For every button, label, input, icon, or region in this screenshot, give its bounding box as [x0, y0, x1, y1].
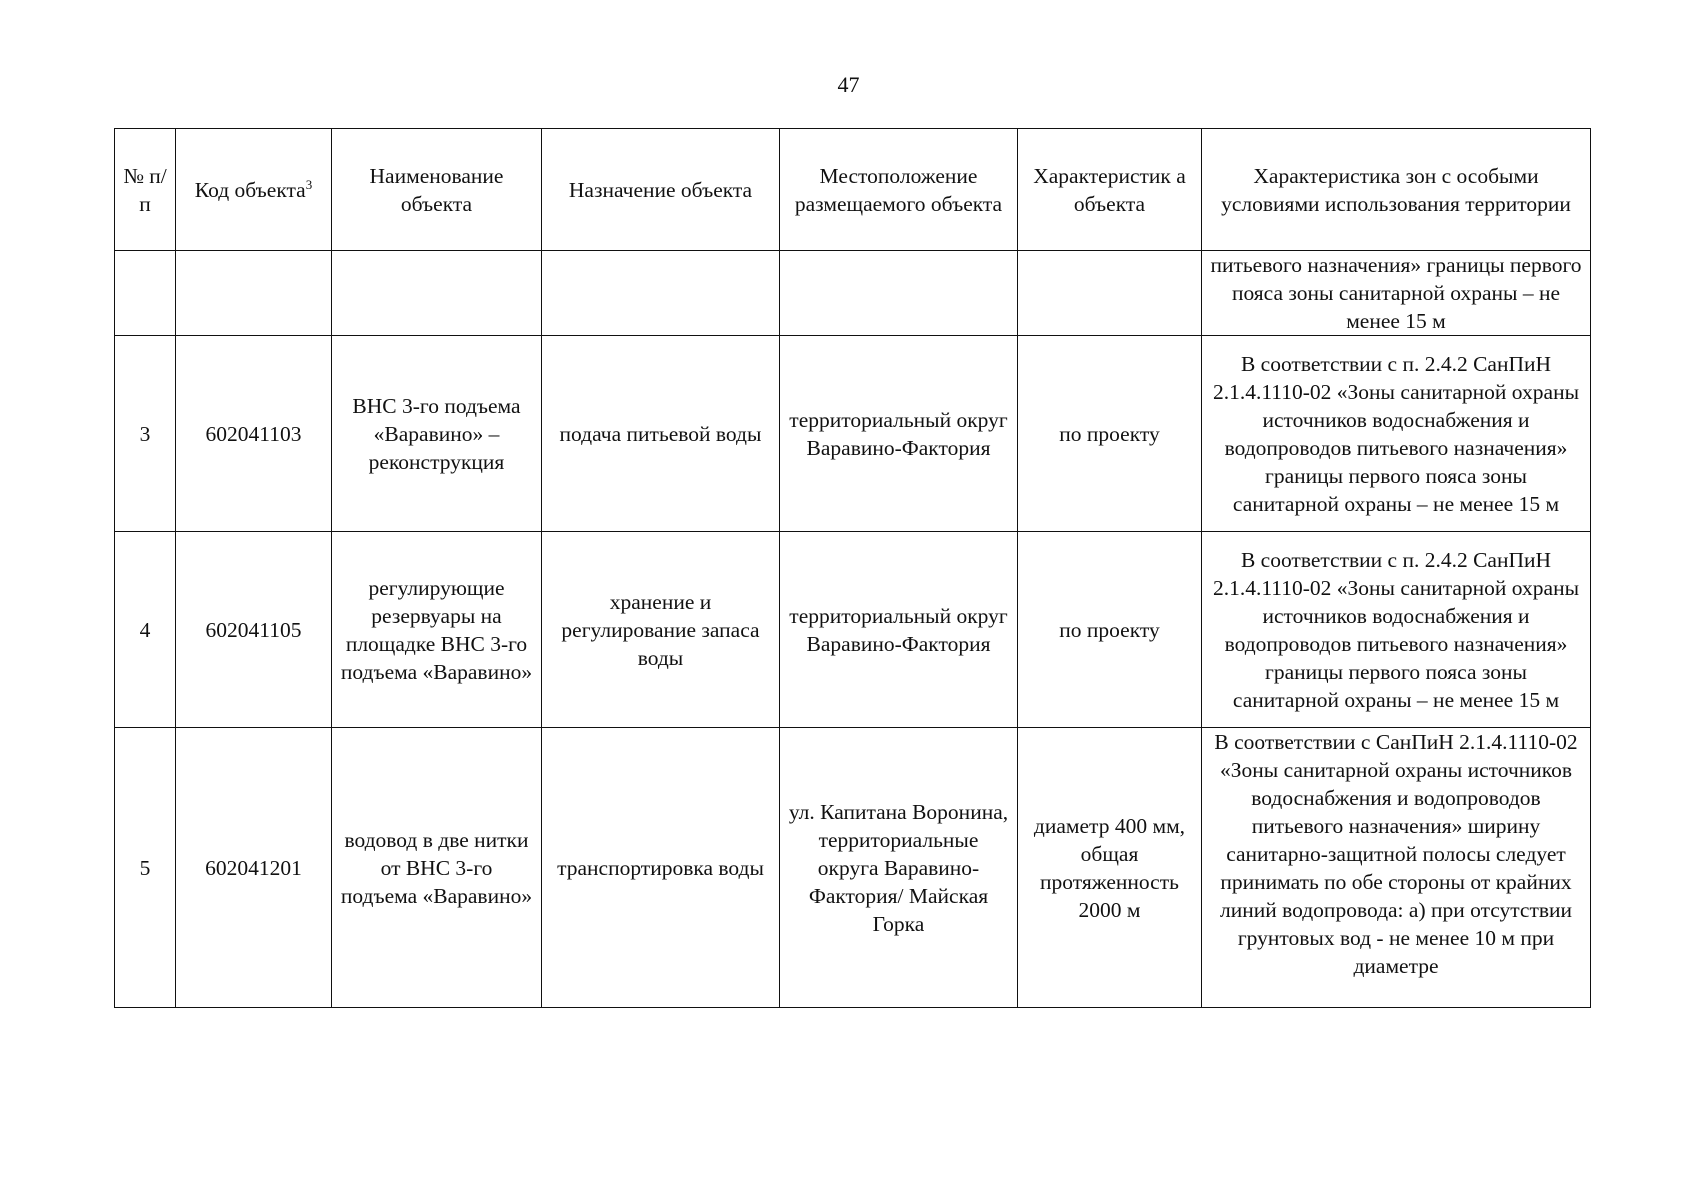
cell-code: 602041201: [176, 728, 332, 1008]
cell-num: 5: [115, 728, 176, 1008]
cell-zones: В соответствии с СанПиН 2.1.4.1110-02 «Зоны санитарной охраны источников водоснабжения и водопроводов питьевого назначения» ширину санитарно-защитной полосы следует принимать по обе стороны от крайних линий водопровода: а) при отсутствии грунтовых вод - не менее 10 м при диаметре: [1202, 728, 1591, 1008]
cell-zones: В соответствии с п. 2.4.2 СанПиН 2.1.4.1110-02 «Зоны санитарной охраны источников водоснабжения и водопроводов питьевого назначения» границы первого пояса зоны санитарной охраны – не менее 15 м: [1202, 336, 1591, 532]
cell-name: водовод в две нитки от ВНС 3-го подъема «Варавино»: [332, 728, 542, 1008]
cell-num: 3: [115, 336, 176, 532]
cell-name: регулирующие резервуары на площадке ВНС 3-го подъема «Варавино»: [332, 532, 542, 728]
cell-purpose: подача питьевой воды: [542, 336, 780, 532]
header-name: Наименование объекта: [332, 129, 542, 251]
cell-characteristics: [1018, 251, 1202, 336]
cell-zones: питьевого назначения» границы первого пояса зоны санитарной охраны – не менее 15 м: [1202, 251, 1591, 336]
cell-location: ул. Капитана Воронина, территориальные округа Варавино-Фактория/ Майская Горка: [780, 728, 1018, 1008]
table-row: [115, 728, 1591, 1008]
header-code-label: Код объекта: [194, 177, 306, 202]
header-zones: Характеристика зон с особыми условиями использования территории: [1202, 129, 1591, 251]
cell-code: 602041103: [176, 336, 332, 532]
header-location: Местоположение размещаемого объекта: [780, 129, 1018, 251]
cell-characteristics: по проекту: [1018, 336, 1202, 532]
table-row-continuation: [115, 251, 1591, 336]
cell-num: [115, 251, 176, 336]
cell-purpose: хранение и регулирование запаса воды: [542, 532, 780, 728]
header-characteristics: Характеристик а объекта: [1018, 129, 1202, 251]
cell-num: 4: [115, 532, 176, 728]
cell-location: территориальный округ Варавино-Фактория: [780, 532, 1018, 728]
table-row: [115, 336, 1591, 532]
header-code: [176, 129, 332, 251]
cell-location: [780, 251, 1018, 336]
cell-code: [176, 251, 332, 336]
cell-name: ВНС 3-го подъема «Варавино» – реконструкция: [332, 336, 542, 532]
header-purpose: Назначение объекта: [542, 129, 780, 251]
table-row: [115, 532, 1591, 728]
cell-code: 602041105: [176, 532, 332, 728]
cell-characteristics: диаметр 400 мм, общая протяженность 2000 м: [1018, 728, 1202, 1008]
cell-characteristics: по проекту: [1018, 532, 1202, 728]
page-number: 47: [837, 72, 860, 97]
cell-zones: В соответствии с п. 2.4.2 СанПиН 2.1.4.1110-02 «Зоны санитарной охраны источников водоснабжения и водопроводов питьевого назначения» границы первого пояса зоны санитарной охраны – не менее 15 м: [1202, 532, 1591, 728]
header-num: № п/п: [115, 129, 176, 251]
table-header-row: [115, 129, 1591, 251]
cell-purpose: [542, 251, 780, 336]
footnote-marker: 3: [305, 176, 313, 192]
planned-objects-table: [114, 128, 1591, 1008]
cell-name: [332, 251, 542, 336]
cell-purpose: транспортировка воды: [542, 728, 780, 1008]
cell-location: территориальный округ Варавино-Фактория: [780, 336, 1018, 532]
